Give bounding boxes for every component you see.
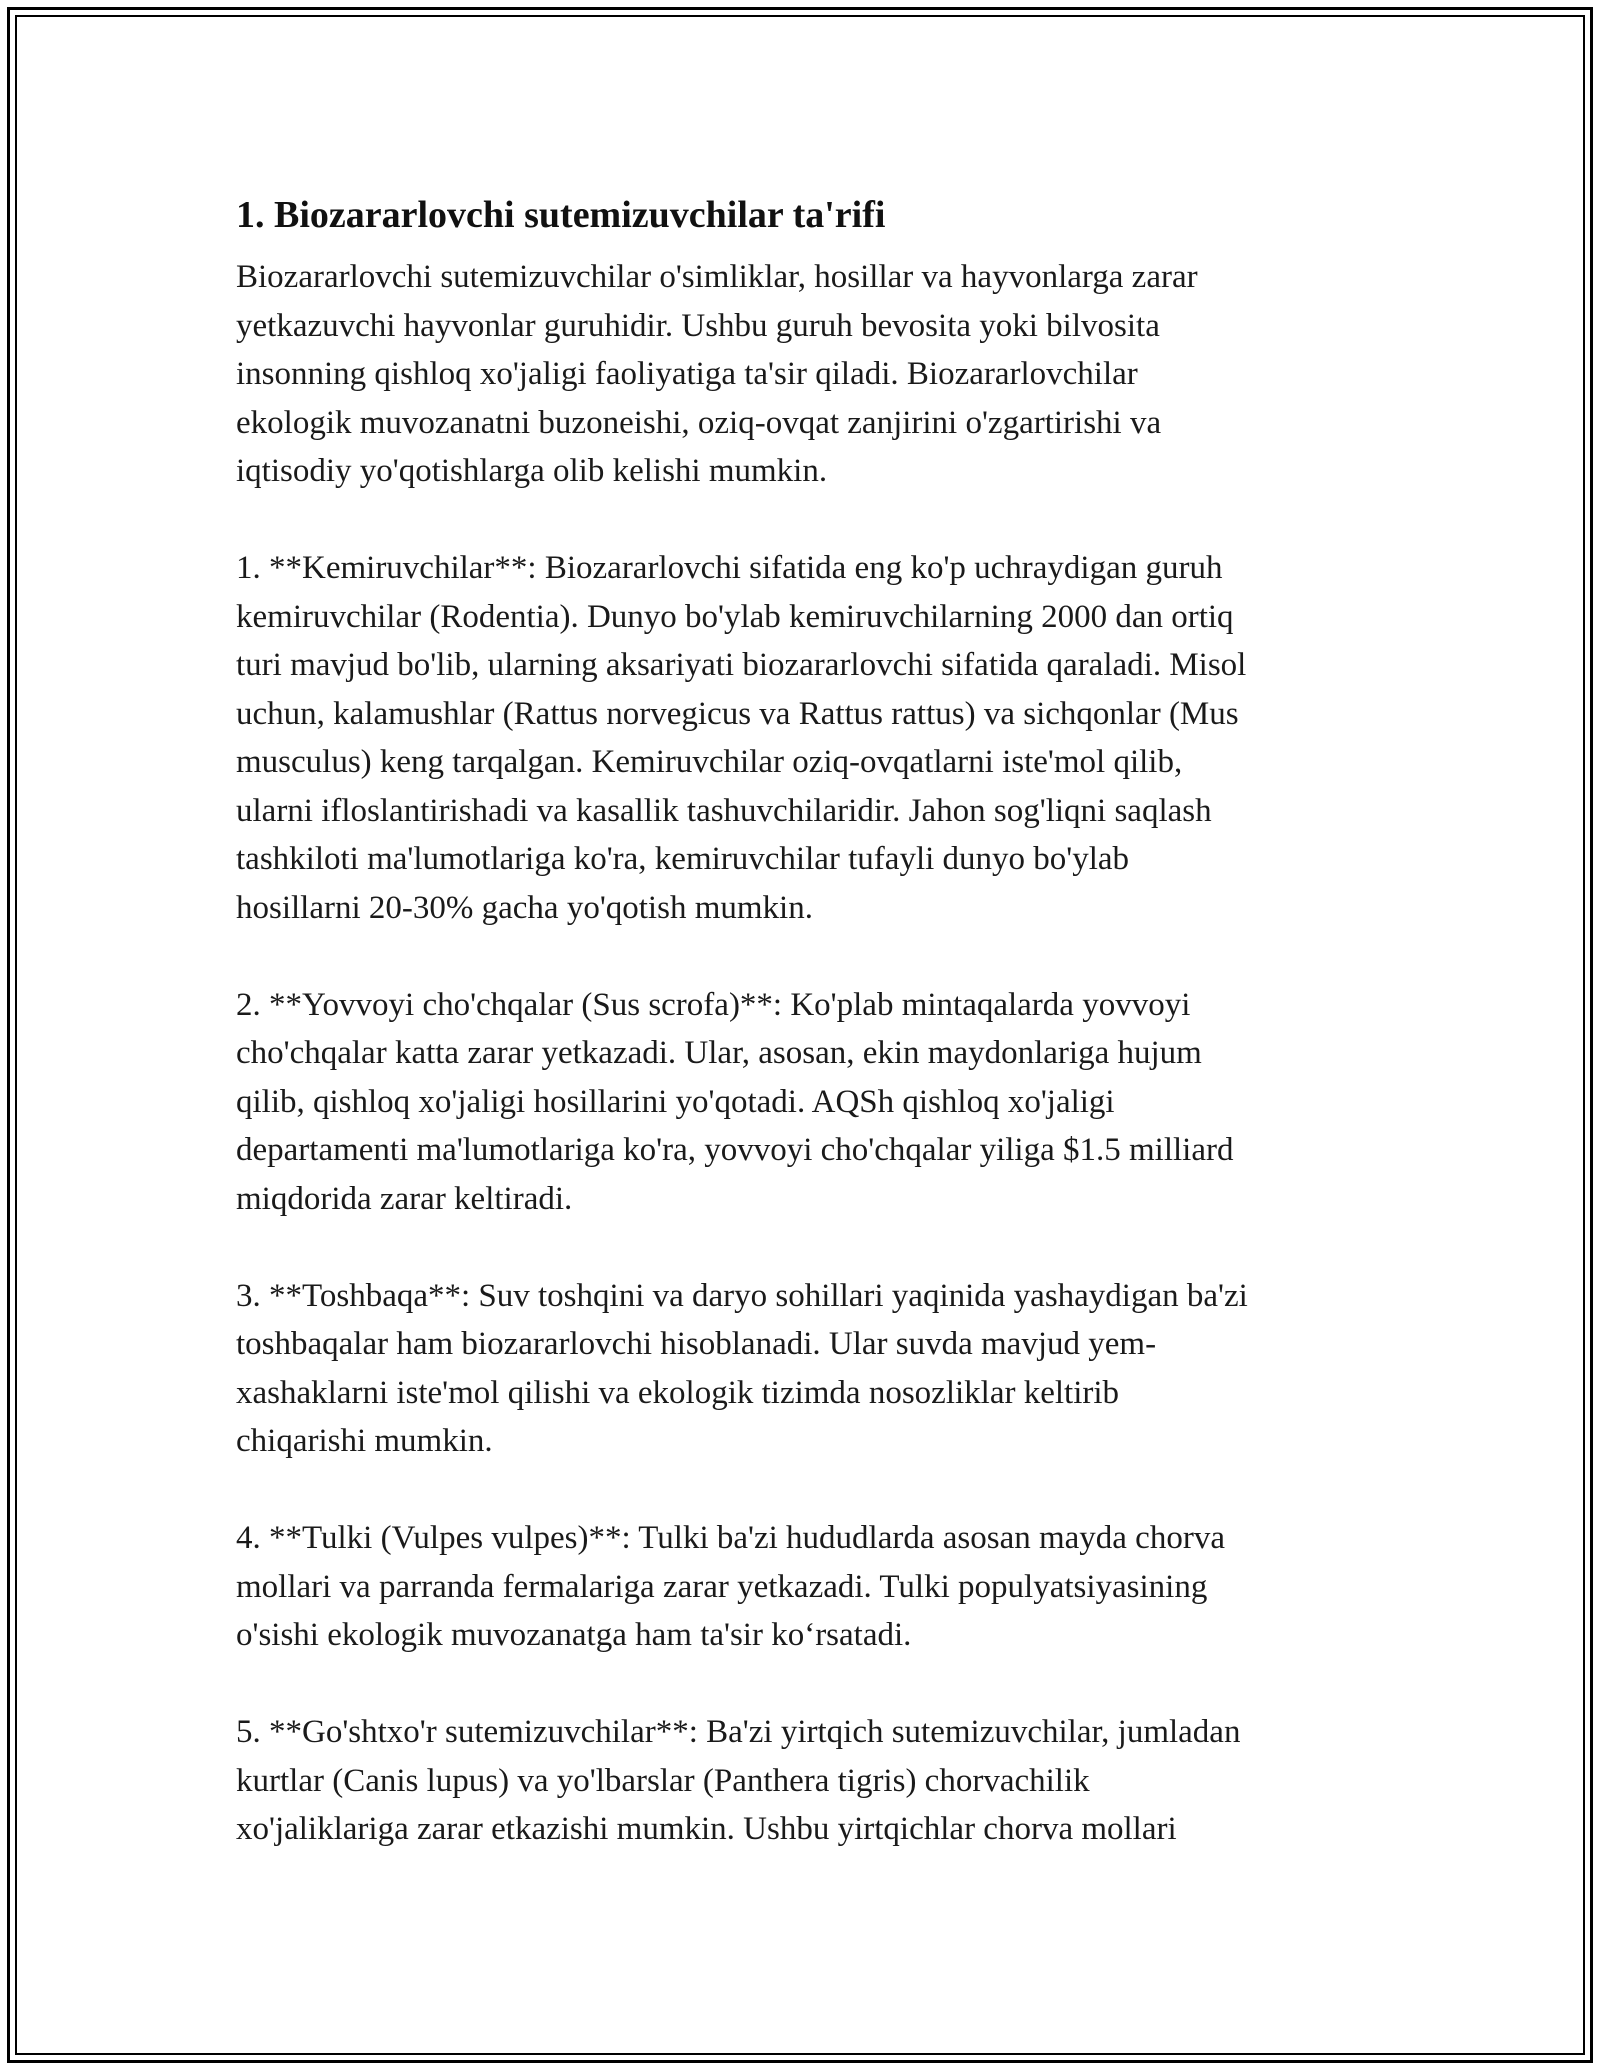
list-item-carnivores: 5. **Go'shtxo'r sutemizuvchilar**: Ba'zi yirtqich sutemizuvchilar, jumladan kurtlar (Canis lupus) va yo'lbarslar (Panthera tigris) chorvachilik xo'jaliklariga zarar etkazishi mumkin. Ushbu yirtqichlar chorva mollari xyxy=(236,1714,1241,1847)
list-item-rodents: 1. **Kemiruvchilar**: Biozararlovchi sifatida eng ko'p uchraydigan guruh kemiruvchilar (Rodentia). Dunyo bo'ylab kemiruvchilarning 2000 dan ortiq turi mavjud bo'lib, ularning aksariyati biozararlovchi sifatida qaraladi. Misol uchun, kalamushlar (Rattus norvegicus va Rattus rattus) va sichqonlar (Mus musculus) keng tarqalgan. Kemiruvchilar oziq-ovqatlarni iste'mol qilib, ularni ifloslantirishadi va kasallik tashuvchilaridir. Jahon sog'liqni saqlash tashkiloti ma'lumotlariga ko'ra, kemiruvchilar tufayli dunyo bo'ylab hosillarni 20-30% gacha yo'qotish mumkin. xyxy=(236,550,1247,926)
list-item-fox: 4. **Tulki (Vulpes vulpes)**: Tulki ba'zi hududlarda asosan mayda chorva mollari va parranda fermalariga zarar yetkazadi. Tulki populyatsiyasining o'sishi ekologik muvozanatga ham ta'sir ko‘rsatadi. xyxy=(236,1520,1225,1653)
section-heading: 1. Biozararlovchi sutemizuvchilar ta'rifi xyxy=(236,194,886,236)
list-item-turtles: 3. **Toshbaqa**: Suv toshqini va daryo sohillari yaqinida yashaydigan ba'zi toshbaqalar ham biozararlovchi hisoblanadi. Ular suvda mavjud yem- xashaklarni iste'mol qilishi va ekologik tizimda nosozliklar keltirib chiqarishi mumkin. xyxy=(236,1277,1248,1459)
intro-paragraph: Biozararlovchi sutemizuvchilar o'simliklar, hosillar va hayvonlarga zarar yetkazuvchi hayvonlar guruhidir. Ushbu guruh bevosita yoki bilvosita insonning qishloq xo'jaligi faoliyatiga ta'sir qiladi. Biozararlovchilar ekologik muvozanatni buzoneishi, oziq-ovqat zanjirini o'zgartirishi va iqtisodiy yo'qotishlarga olib kelishi mumkin. xyxy=(236,259,1198,489)
document-body xyxy=(236,183,1366,1854)
list-item-wild-boars: 2. **Yovvoyi cho'chqalar (Sus scrofa)**: Ko'plab mintaqalarda yovvoyi cho'chqalar katta zarar yetkazadi. Ular, asosan, ekin maydonlariga hujum qilib, qishloq xo'jaligi hosillarini yo'qotadi. AQSh qishloq xo'jaligi departamenti ma'lumotlariga ko'ra, yovvoyi cho'chqalar yiliga $1.5 milliard miqdorida zarar keltiradi. xyxy=(236,986,1234,1217)
